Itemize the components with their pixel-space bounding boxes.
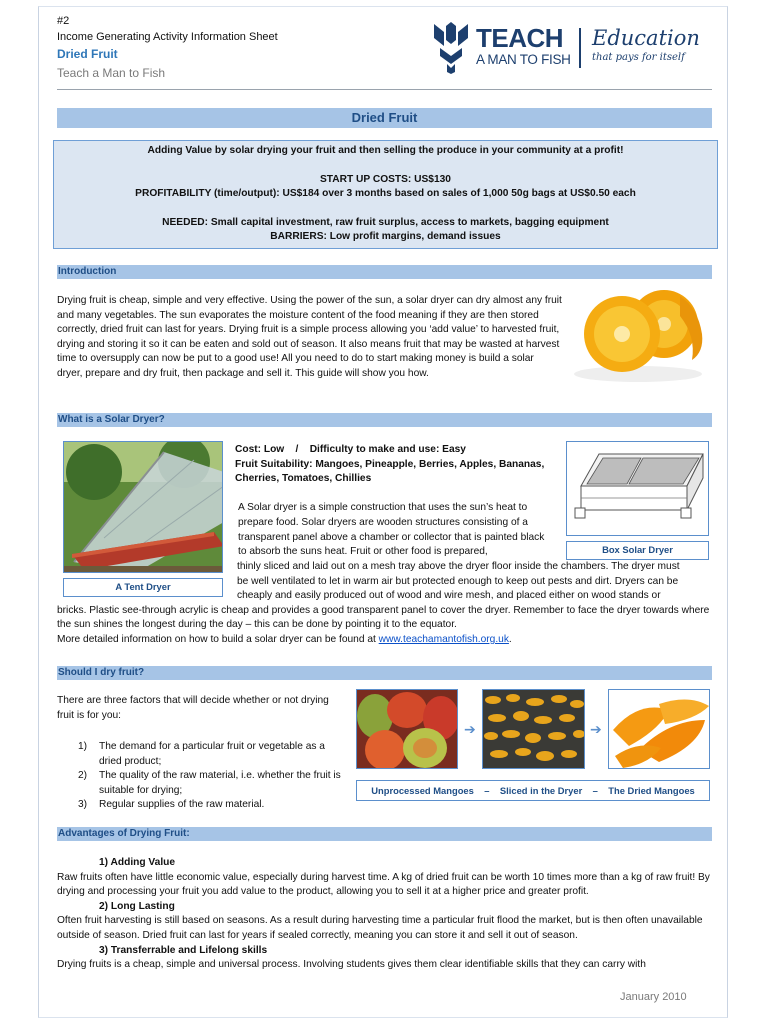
summary-tagline: Adding Value by solar drying your fruit and then selling the produce in your community at a profit!: [147, 145, 624, 156]
summary-box: [53, 140, 718, 249]
tent-dryer-caption: A Tent Dryer: [63, 578, 223, 597]
summary-gap: [54, 202, 717, 216]
tent-dryer-photo: [63, 441, 223, 573]
dried-mangoes-photo: [608, 689, 710, 769]
list-item: [57, 798, 347, 813]
advantage-title: 3) Transferrable and Lifelong skills: [99, 944, 268, 956]
logo-divider: [579, 28, 581, 68]
header-rule: [57, 89, 712, 90]
tent-dryer-illustration: [64, 442, 223, 573]
cost-difficulty: Cost: Low / Difficulty to make and use: Easy: [235, 444, 466, 455]
sliced-mangoes-photo: [482, 689, 585, 769]
unprocessed-mangoes-photo: [356, 689, 458, 769]
arrow-right-icon: ➔: [590, 721, 602, 737]
list-number: 3): [78, 799, 88, 811]
dried-pineapple-image: [568, 286, 710, 384]
list-number: 2): [78, 770, 88, 782]
solar-dryer-info: [235, 443, 555, 560]
footer-date: January 2010: [620, 991, 687, 1003]
section-heading-solar-dryer: What is a Solar Dryer?: [57, 413, 712, 427]
list-item: [57, 740, 347, 769]
dried-mangoes-illustration: [609, 690, 710, 769]
teach-a-man-to-fish-logo: [432, 22, 702, 74]
dryer-text-rest: bricks. Plastic see-through acrylic is cheap and provides a good transparent panel to cover the dryer. Remember to face the dryer towards where the sun shines the longest during the day – this can be done by pointing it to the equator.: [57, 604, 710, 631]
advantages-list: [57, 856, 717, 973]
list-text: The quality of the raw material, i.e. whether the fruit is suitable for drying;: [99, 770, 341, 796]
teachamantofish-link[interactable]: www.teachamantofish.org.uk: [378, 633, 509, 645]
box-solar-dryer-caption: Box Solar Dryer: [566, 541, 709, 560]
box-solar-dryer-photo: [566, 441, 709, 536]
should-dry-intro: There are three factors that will decide whether or not drying fruit is for you:: [57, 695, 329, 721]
spacer: [235, 487, 555, 502]
list-number: 1): [78, 741, 88, 752]
section-heading-introduction: Introduction: [57, 265, 712, 279]
more-info-text: [57, 634, 512, 645]
summary-profitability: PROFITABILITY (time/output): US$184 over 3 months based on sales of 1,000 50g bags at US$0.50 each: [135, 188, 636, 200]
solar-dryer-description: A Solar dryer is a simple construction that uses the sun’s heat to prepare food. Solar dryers are wooden structures consisting of a transparent panel above a chamber or collector that is painted black to absorb the suns heat. Fruit or other food is prepared,: [238, 502, 545, 558]
dryer-text-line: thinly sliced and laid out on a mesh tray above the dryer floor inside the chambers. The dryer must: [237, 561, 680, 572]
introduction-text: Drying fruit is cheap, simple and very effective. Using the power of the sun, a solar dryer can dry almost any fruit and many vegetables. The sun evaporates the moisture content of the food meaning if they are then stored correctly, dried fruit can last for years. Drying fruit is a simple process allowing you ‘add value’ to harvested fruit, drying and storing it so it can be eaten and sold out of season. It also means fruit that may be wasted at harvest time to oversupply can now be put to a good use! All you need to do to start making money is build a solar dryer, prepare and dry fruit, then package and sell it. This guide will show you how.: [57, 295, 562, 379]
advantage-text: Often fruit harvesting is still based on seasons. As a result during harvesting time a particular fruit flood the market, but is then often unavailable outside of season. Dried fruit can last for years if sealed correctly, meaning you can store it and sell it out of season.: [57, 915, 703, 941]
advantage-text: Drying fruits is a cheap, simple and universal process. Involving students gives them clear identifiable skills that they can carry with: [57, 959, 646, 971]
section-heading-advantages: Advantages of Drying Fruit:: [57, 827, 712, 841]
sheet-type: Income Generating Activity Information Sheet: [57, 31, 278, 43]
logo-teach-text: TEACH: [476, 23, 564, 53]
summary-needed: NEEDED: Small capital investment, raw fruit surplus, access to markets, bagging equipment: [162, 216, 609, 228]
mango-process-caption: Unprocessed Mangoes – Sliced in the Dryer – The Dried Mangoes: [356, 780, 710, 801]
document-header: [57, 14, 417, 83]
advantage-title: 2) Long Lasting: [99, 900, 175, 912]
more-info-tail: .: [508, 633, 512, 645]
fruit-suitability: Fruit Suitability: Mangoes, Pineapple, Berries, Apples, Bananas, Cherries, Tomatoes, Chillies: [235, 458, 545, 485]
factors-list: [57, 740, 347, 813]
dryer-text-line: be well ventilated to let in warm air but protected enough to keep out pests and dirt. Dryers can be cheaply and easily produced out of wood and wire mesh, and placed either on wood stands or: [237, 575, 679, 602]
advantage-text: Raw fruits often have little economic value, especially during harvest time. A kg of dried fruit can be worth 10 times more than a kg of raw fruit! By drying and processing your fruit you add value to the product, allowing you to sell it at a higher price and greater profit.: [57, 871, 710, 898]
fish-logo-icon: [432, 22, 470, 74]
organisation-name: Teach a Man to Fish: [57, 66, 166, 80]
logo-man-text: A MAN TO FISH: [476, 52, 571, 67]
mangoes-illustration: [357, 690, 458, 769]
advantage-title: 1) Adding Value: [99, 857, 176, 868]
summary-barriers: BARRIERS: Low profit margins, demand issues: [270, 231, 501, 243]
summary-gap: [54, 159, 717, 173]
sheet-title: Dried Fruit: [57, 47, 118, 61]
arrow-right-icon: ➔: [464, 721, 476, 737]
logo-tagline: that pays for itself: [592, 52, 685, 63]
title-banner: Dried Fruit: [57, 108, 712, 128]
list-text: The demand for a particular fruit or vegetable as a dried product;: [99, 741, 325, 767]
sliced-mangoes-illustration: [483, 690, 585, 769]
solar-dryer-description-continued: [57, 560, 712, 648]
more-info-lead: More detailed information on how to build a solar dryer can be found at: [57, 633, 379, 645]
summary-startup-costs: START UP COSTS: US$130: [320, 173, 451, 185]
sheet-number: #2: [57, 15, 70, 27]
list-item: [57, 769, 347, 798]
list-text: Regular supplies of the raw material.: [99, 799, 265, 811]
section-heading-should-dry: Should I dry fruit?: [57, 666, 712, 680]
box-solar-dryer-illustration: [567, 442, 709, 536]
logo-education-text: Education: [592, 26, 700, 50]
